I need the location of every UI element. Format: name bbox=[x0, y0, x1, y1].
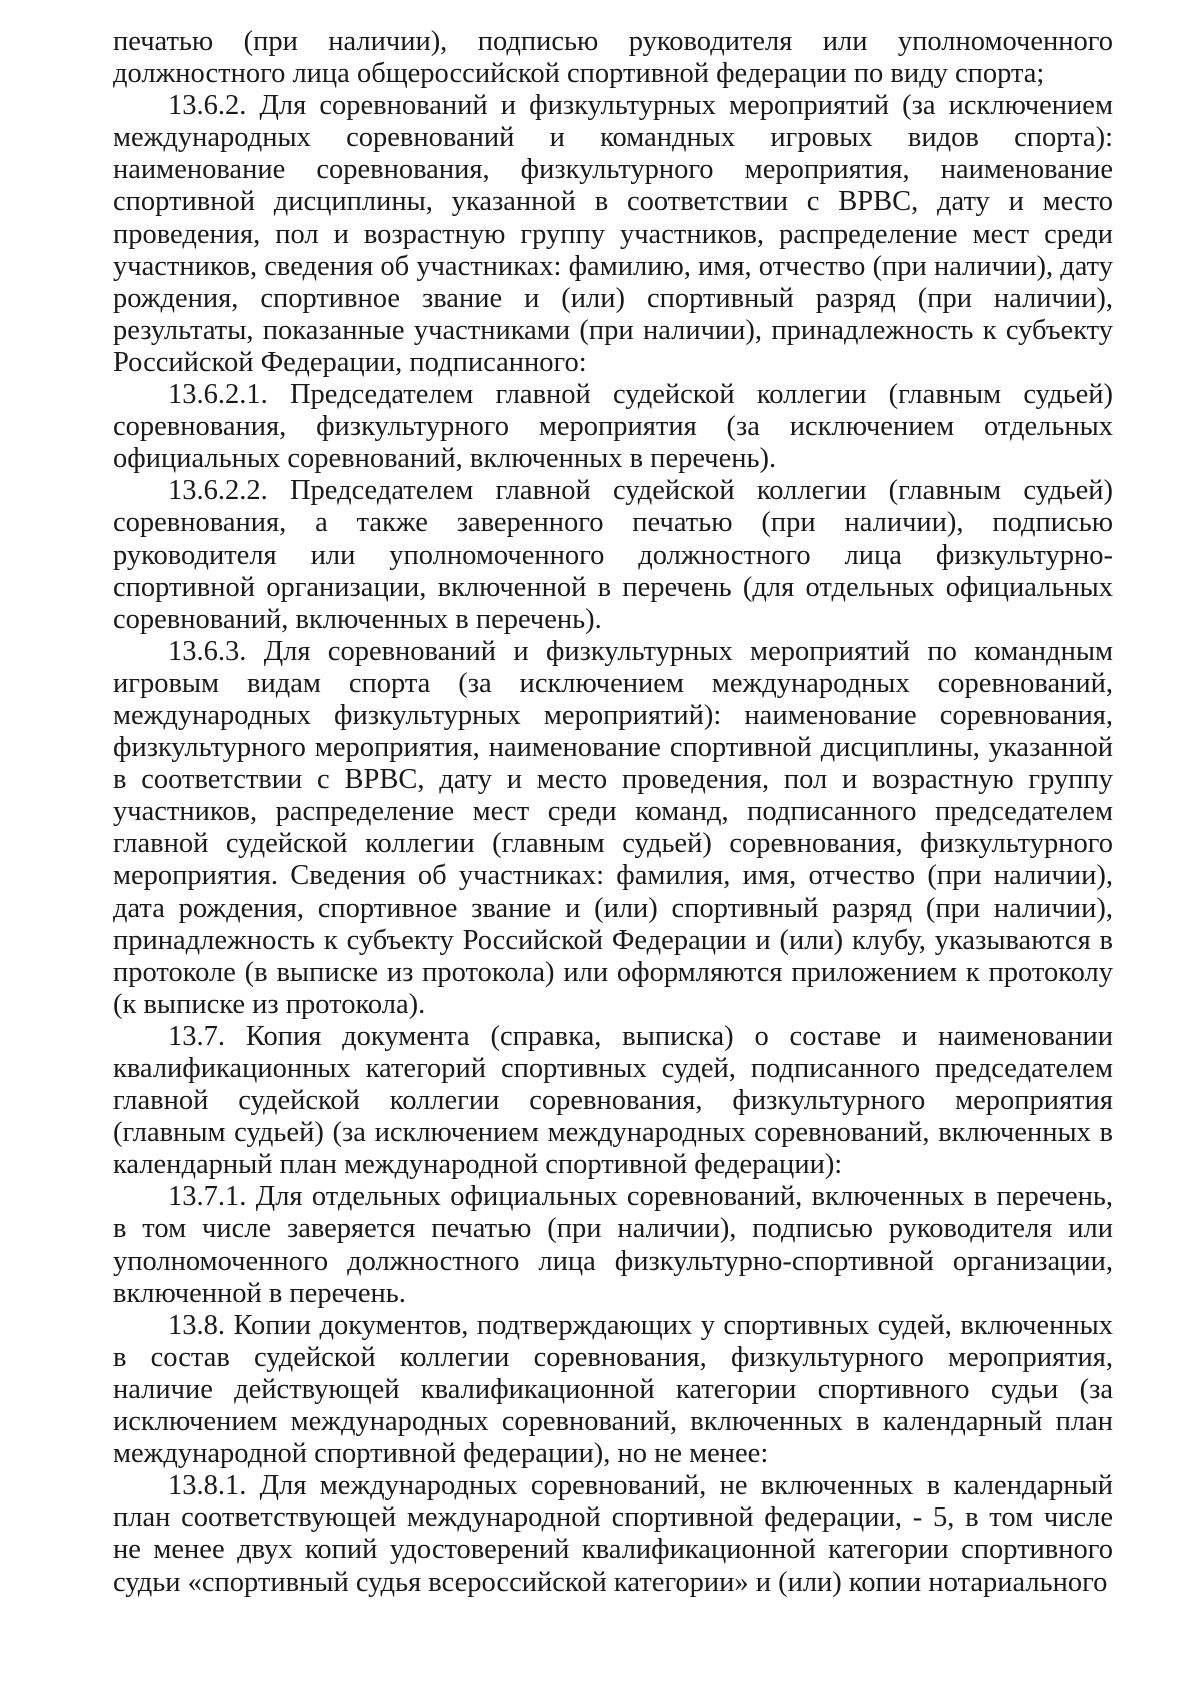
paragraph-continuation: печатью (при наличии), подписью руководителя или уполномоченного должностного лица общероссийской спортивной федерации по виду спорта; bbox=[113, 26, 1113, 90]
paragraph-13-6-3: 13.6.3. Для соревнований и физкультурных мероприятий по командным игровым видам спорта (за исключением международных соревнований, международных физкультурных мероприятий): наименование соревнования, физкультурного мероприятия, наименование спортивной дисциплины, указанной в соответствии с ВРВС, дату и место проведения, пол и возрастную группу участников, распределение мест среди команд, подписанного председателем главной судейской коллегии (главным судьей) соревнования, физкультурного мероприятия. Сведения об участниках: фамилия, имя, отчество (при наличии), дата рождения, спортивное звание и (или) спортивный разряд (при наличии), принадлежность к субъекту Российской Федерации и (или) клубу, указываются в протоколе (в выписке из протокола) или оформляются приложением к протоколу (к выписке из протокола). bbox=[113, 635, 1113, 1020]
paragraph-13-7: 13.7. Копия документа (справка, выписка) о составе и наименовании квалификационных категорий спортивных судей, подписанного председателем главной судейской коллегии соревнования, физкультурного мероприятия (главным судьей) (за исключением международных соревнований, включенных в календарный план международной спортивной федерации): bbox=[113, 1020, 1113, 1181]
paragraph-13-8-1: 13.8.1. Для международных соревнований, не включенных в календарный план соответствующей международной спортивной федерации, - 5, в том числе не менее двух копий удостоверений квалификационной категории спортивного судьи «спортивный судья всероссийской категории» и (или) копии нотариального bbox=[113, 1470, 1113, 1598]
paragraph-13-6-2-2: 13.6.2.2. Председателем главной судейской коллегии (главным судьей) соревнования, а также заверенного печатью (при наличии), подписью руководителя или уполномоченного должностного лица физкультурно-спортивной организации, включенной в перечень (для отдельных официальных соревнований, включенных в перечень). bbox=[113, 475, 1113, 635]
paragraph-13-6-2-1: 13.6.2.1. Председателем главной судейской коллегии (главным судьей) соревнования, физкультурного мероприятия (за исключением отдельных официальных соревнований, включенных в перечень). bbox=[113, 379, 1113, 475]
document-page bbox=[113, 26, 1113, 1599]
paragraph-13-8: 13.8. Копии документов, подтверждающих у спортивных судей, включенных в состав судейской коллегии соревнования, физкультурного мероприятия, наличие действующей квалификационной категории спортивного судьи (за исключением международных соревнований, включенных в календарный план международной спортивной федерации), но не менее: bbox=[113, 1309, 1113, 1470]
paragraph-13-7-1: 13.7.1. Для отдельных официальных соревнований, включенных в перечень, в том числе заверяется печатью (при наличии), подписью руководителя или уполномоченного должностного лица физкультурно-спортивной организации, включенной в перечень. bbox=[113, 1181, 1113, 1309]
paragraph-13-6-2: 13.6.2. Для соревнований и физкультурных мероприятий (за исключением международных соревнований и командных игровых видов спорта): наименование соревнования, физкультурного мероприятия, наименование спортивной дисциплины, указанной в соответствии с ВРВС, дату и место проведения, пол и возрастную группу участников, распределение мест среди участников, сведения об участниках: фамилию, имя, отчество (при наличии), дату рождения, спортивное звание и (или) спортивный разряд (при наличии), результаты, показанные участниками (при наличии), принадлежность к субъекту Российской Федерации, подписанного: bbox=[113, 90, 1113, 378]
